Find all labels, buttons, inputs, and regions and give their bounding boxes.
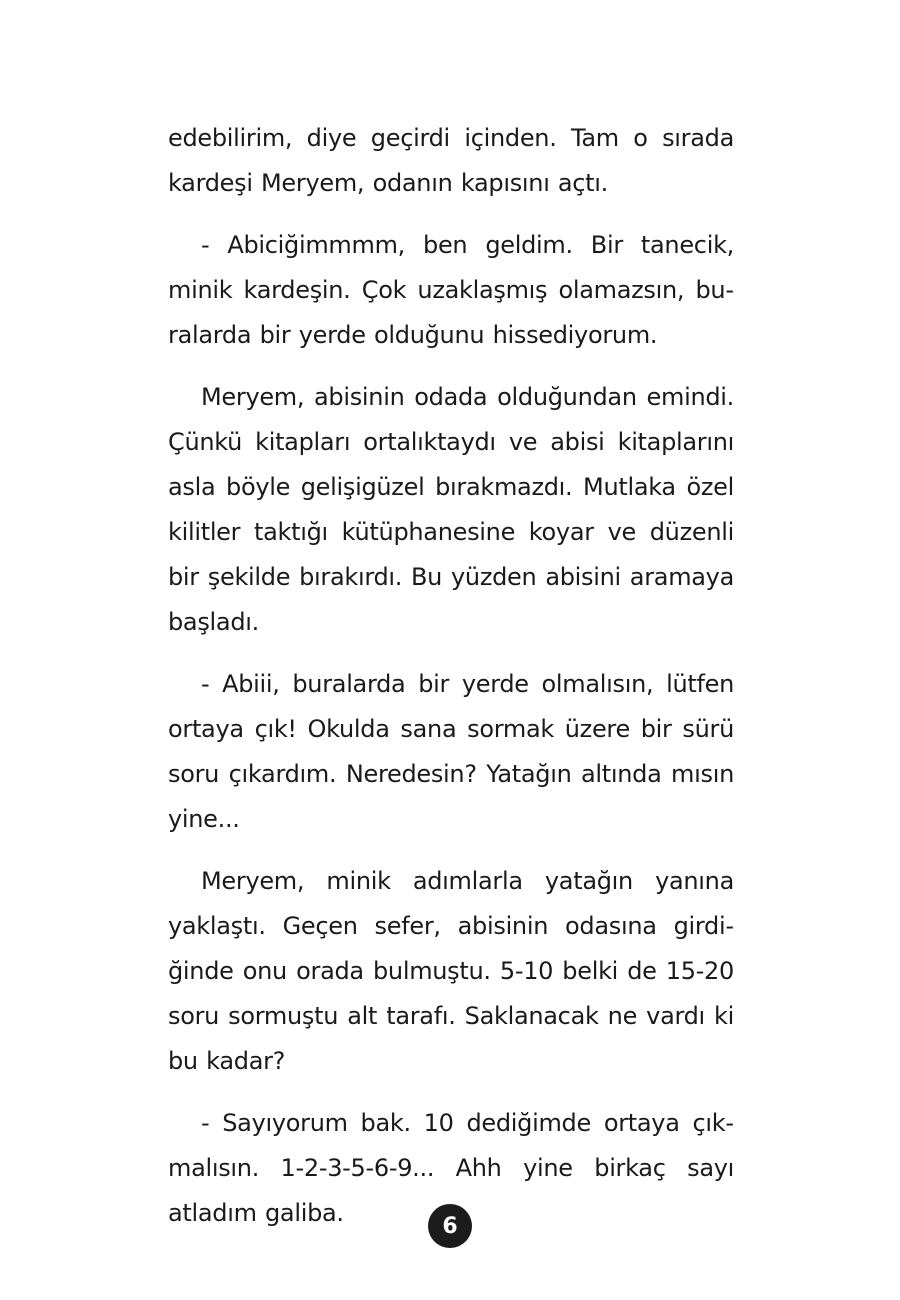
paragraph-5: Meryem, minik adımlarla yatağın yanına yaklaştı. Geçen sefer, abisinin odasına girdiğinde onu orada bulmuştu. 5-10 belki de 15-20 soru sormuştu alt tarafı. Saklanacak ne vardı ki bu kadar? [168, 867, 734, 1075]
paragraph-2: - Abiciğimmmm, ben geldim. Bir tanecik, minik kardeşin. Çok uzaklaşmış olamazsın, buralarda bir yerde olduğunu hissediyorum. [168, 231, 734, 349]
page-body [168, 116, 734, 1253]
paragraph-3: Meryem, abisinin odada olduğundan emindi. Çünkü kitapları ortalıktaydı ve abisi kitaplarını asla böyle gelişigüzel bırakmazdı. Mutlaka özel kilitler taktığı kütüphanesine koyar ve düzenli bir şekilde bırakırdı. Bu yüzden abisini aramaya başladı. [168, 383, 734, 636]
paragraph-4: - Abiii, buralarda bir yerde olmalısın, lütfen ortaya çık! Okulda sana sormak üzere bir sürü soru çıkardım. Neredesin? Yatağın altında mısın yine... [168, 670, 734, 833]
page-number: 6 [428, 1204, 472, 1248]
paragraph-6: - Sayıyorum bak. 10 dediğimde ortaya çıkmalısın. 1-2-3-5-6-9... Ahh yine birkaç sayı atladım galiba. [168, 1109, 734, 1227]
paragraph-1: edebilirim, diye geçirdi içinden. Tam o sırada kardeşi Meryem, odanın kapısını açtı. [168, 124, 734, 197]
